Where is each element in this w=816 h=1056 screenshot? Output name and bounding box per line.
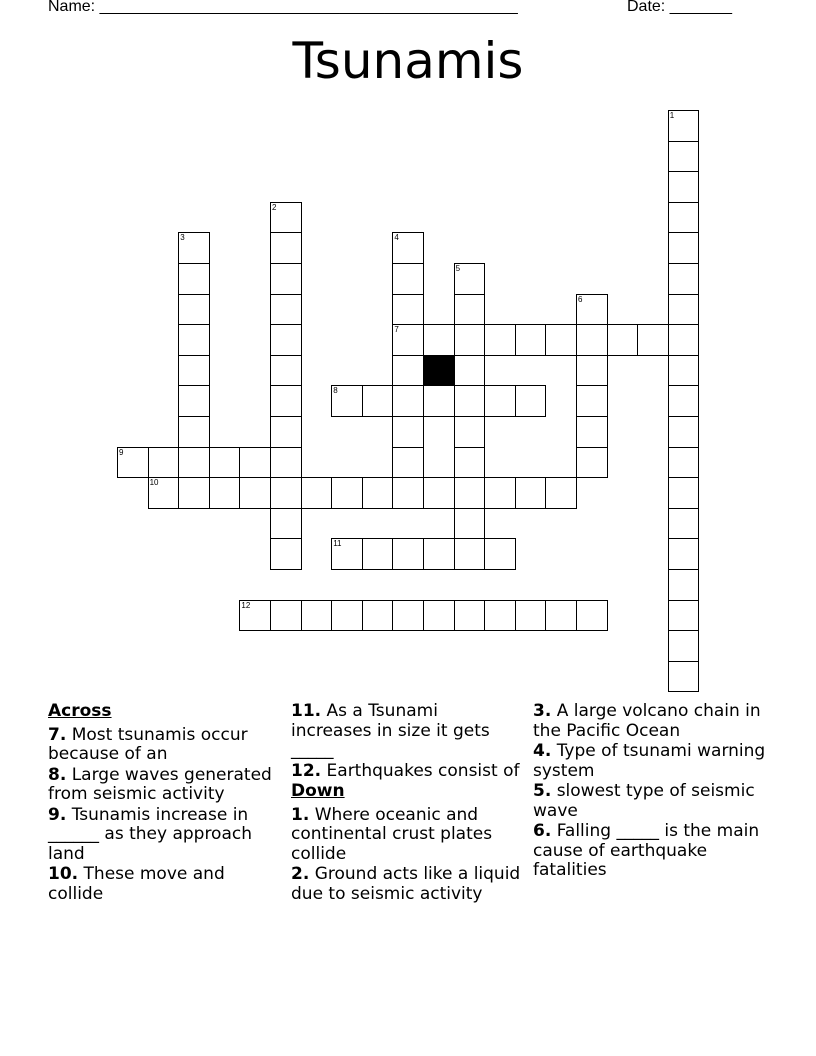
grid-cell[interactable] — [454, 385, 486, 417]
clue-number: 12. — [291, 760, 322, 781]
grid-cell[interactable] — [178, 232, 210, 264]
clue-number: 10. — [48, 864, 79, 884]
grid-cell[interactable] — [270, 600, 302, 632]
clue-number: 6. — [533, 821, 552, 841]
across-heading: Across — [48, 701, 112, 721]
grid-cell[interactable] — [423, 600, 455, 632]
grid-cell[interactable] — [423, 385, 455, 417]
clue-across-10 — [48, 865, 278, 904]
grid-cell[interactable] — [454, 355, 486, 387]
clue-number-label: 11 — [333, 539, 342, 549]
grid-cell[interactable] — [392, 538, 424, 570]
clue-number-label: 6 — [578, 294, 583, 304]
grid-cell[interactable] — [668, 447, 700, 479]
grid-cell[interactable] — [270, 263, 302, 295]
grid-cell[interactable] — [209, 447, 241, 479]
date-line[interactable]: Date: _______ — [627, 0, 732, 15]
grid-cell[interactable] — [668, 538, 700, 570]
grid-cell[interactable] — [545, 477, 577, 509]
grid-cell[interactable] — [423, 538, 455, 570]
grid-cell[interactable] — [454, 477, 486, 509]
grid-cell[interactable] — [576, 355, 608, 387]
grid-cell[interactable] — [515, 324, 547, 356]
clue-text: Type of tsunami warning system — [533, 741, 766, 781]
clue-across-11 — [291, 702, 521, 761]
grid-cell[interactable] — [515, 477, 547, 509]
grid-cell[interactable] — [362, 477, 394, 509]
name-line[interactable]: Name: _______________________________________________ — [48, 0, 518, 15]
clue-number-label: 1 — [669, 111, 675, 120]
clue-number: 3. — [533, 701, 552, 721]
grid-cell[interactable] — [117, 447, 149, 479]
clue-text: These move and collide — [48, 864, 225, 904]
clue-text: Most tsunamis occur because of an — [48, 724, 248, 764]
clues-column-3 — [533, 702, 773, 882]
grid-cell[interactable] — [331, 600, 363, 632]
clue-number-label: 3 — [180, 233, 185, 243]
grid-cell[interactable] — [668, 171, 700, 203]
grid-cell[interactable] — [515, 600, 547, 632]
grid-cell[interactable] — [392, 416, 424, 448]
clue-number: 5. — [533, 781, 552, 801]
grid-cell[interactable] — [148, 447, 180, 479]
grid-cell[interactable] — [454, 416, 486, 448]
clue-across-8 — [48, 766, 278, 805]
grid-cell[interactable] — [270, 416, 302, 448]
clue-number-label: 12 — [241, 600, 251, 610]
grid-cell[interactable] — [362, 385, 394, 417]
grid-cell[interactable] — [392, 600, 424, 632]
grid-cell[interactable] — [270, 385, 302, 417]
grid-cell[interactable] — [301, 600, 333, 632]
grid-cell[interactable] — [668, 477, 700, 509]
grid-cell[interactable] — [178, 477, 210, 509]
grid-cell[interactable] — [668, 569, 700, 601]
clue-text: Where oceanic and continental crust plates collide — [291, 804, 493, 864]
grid-cell[interactable] — [576, 416, 608, 448]
grid-cell[interactable] — [668, 416, 700, 448]
grid-cell[interactable] — [392, 355, 424, 387]
clue-down-2 — [291, 865, 521, 904]
grid-cell[interactable] — [178, 416, 210, 448]
grid-cell[interactable] — [668, 355, 700, 387]
grid-cell[interactable] — [178, 294, 210, 326]
clue-text: Tsunamis increase in ______ as they approach land — [48, 804, 252, 864]
clue-number: 1. — [291, 804, 310, 825]
grid-cell[interactable] — [668, 232, 700, 264]
grid-cell[interactable] — [454, 324, 486, 356]
grid-cell[interactable] — [270, 447, 302, 479]
clue-text: Earthquakes consist of — [321, 760, 520, 781]
grid-cell[interactable] — [270, 232, 302, 264]
clue-text: A large volcano chain in the Pacific Ocean — [533, 701, 761, 741]
grid-cell[interactable] — [454, 294, 486, 326]
clue-text: Large waves generated from seismic activity — [48, 764, 272, 804]
grid-cell[interactable] — [392, 324, 424, 356]
grid-cell[interactable] — [178, 324, 210, 356]
grid-cell[interactable] — [362, 600, 394, 632]
clue-number-label: 7 — [394, 325, 399, 335]
grid-cell[interactable] — [270, 202, 302, 234]
clue-number-label: 10 — [149, 478, 159, 488]
grid-cell[interactable] — [270, 508, 302, 540]
clue-number: 2. — [291, 864, 310, 884]
clue-number: 9. — [48, 804, 67, 825]
grid-cell[interactable] — [331, 538, 363, 570]
grid-cell[interactable] — [178, 355, 210, 387]
clue-number-label: 2 — [272, 202, 277, 212]
grid-cell[interactable] — [576, 447, 608, 479]
grid-cell[interactable] — [607, 324, 639, 356]
grid-cell[interactable] — [576, 600, 608, 632]
grid-cell[interactable] — [423, 324, 455, 356]
clue-number: 7. — [48, 724, 67, 745]
grid-cell[interactable] — [454, 600, 486, 632]
clue-down-5 — [533, 782, 773, 821]
grid-cell[interactable] — [515, 385, 547, 417]
clue-number-label: 4 — [394, 233, 399, 243]
grid-cell[interactable] — [545, 324, 577, 356]
grid-cell[interactable] — [392, 477, 424, 509]
grid-cell[interactable] — [239, 447, 271, 479]
grid-cell[interactable] — [668, 600, 700, 632]
grid-cell[interactable] — [484, 385, 516, 417]
grid-cell[interactable] — [668, 141, 700, 173]
grid-cell[interactable] — [668, 661, 700, 693]
grid-cell[interactable] — [576, 324, 608, 356]
grid-cell[interactable] — [270, 294, 302, 326]
clues-column-2 — [291, 702, 521, 905]
clue-down-6 — [533, 822, 773, 881]
grid-cell[interactable] — [423, 477, 455, 509]
grid-cell[interactable] — [392, 232, 424, 264]
clue-number: 11. — [291, 701, 322, 721]
grid-cell[interactable] — [637, 324, 669, 356]
grid-cell[interactable] — [668, 202, 700, 234]
clue-down-1 — [291, 806, 521, 865]
grid-cell[interactable] — [301, 477, 333, 509]
grid-cell[interactable] — [239, 477, 271, 509]
grid-cell[interactable] — [331, 477, 363, 509]
grid-cell[interactable] — [270, 477, 302, 509]
grid-cell[interactable] — [576, 385, 608, 417]
clue-across-12 — [291, 762, 521, 782]
grid-cell[interactable] — [668, 294, 700, 326]
clue-down-3 — [533, 702, 773, 741]
grid-cell[interactable] — [270, 355, 302, 387]
grid-cell[interactable] — [331, 385, 363, 417]
grid-cell[interactable] — [668, 508, 700, 540]
grid-cell[interactable] — [576, 294, 608, 326]
grid-cell[interactable] — [270, 538, 302, 570]
page-title: Tsunamis — [292, 32, 524, 90]
clue-number: 8. — [48, 764, 67, 785]
grid-cell[interactable] — [239, 600, 271, 632]
grid-cell[interactable] — [178, 447, 210, 479]
grid-cell[interactable] — [668, 630, 700, 662]
clues-column-1 — [48, 702, 278, 905]
grid-cell[interactable] — [668, 263, 700, 295]
clue-across-9 — [48, 806, 278, 865]
clue-text: slowest type of seismic wave — [533, 781, 755, 821]
grid-cell[interactable] — [362, 538, 394, 570]
grid-cell[interactable] — [178, 263, 210, 295]
grid-cell[interactable] — [454, 508, 486, 540]
grid-cell[interactable] — [392, 447, 424, 479]
grid-cell[interactable] — [148, 477, 180, 509]
clue-text: Ground acts like a liquid due to seismic activity — [291, 864, 521, 904]
grid-cell[interactable] — [392, 263, 424, 295]
grid-cell[interactable] — [668, 324, 700, 356]
grid-cell[interactable] — [484, 477, 516, 509]
grid-block — [423, 355, 455, 387]
grid-cell[interactable] — [668, 110, 700, 142]
grid-cell[interactable] — [270, 324, 302, 356]
clue-number-label: 5 — [455, 264, 461, 273]
clue-number-label: 8 — [333, 386, 338, 396]
grid-cell[interactable] — [668, 385, 700, 417]
down-heading: Down — [291, 781, 345, 801]
grid-cell[interactable] — [392, 385, 424, 417]
clue-text: As a Tsunami increases in size it gets _____ — [291, 701, 490, 760]
grid-cell[interactable] — [209, 477, 241, 509]
clue-number-label: 9 — [119, 447, 124, 457]
clue-text: Falling _____ is the main cause of earthquake fatalities — [533, 821, 760, 880]
grid-cell[interactable] — [545, 600, 577, 632]
grid-cell[interactable] — [454, 447, 486, 479]
grid-cell[interactable] — [392, 294, 424, 326]
grid-cell[interactable] — [454, 538, 486, 570]
grid-cell[interactable] — [484, 538, 516, 570]
grid-cell[interactable] — [454, 263, 486, 295]
grid-cell[interactable] — [484, 324, 516, 356]
clue-number: 4. — [533, 741, 552, 761]
grid-cell[interactable] — [178, 385, 210, 417]
grid-cell[interactable] — [484, 600, 516, 632]
clue-across-7 — [48, 726, 278, 765]
clue-down-4 — [533, 742, 773, 781]
